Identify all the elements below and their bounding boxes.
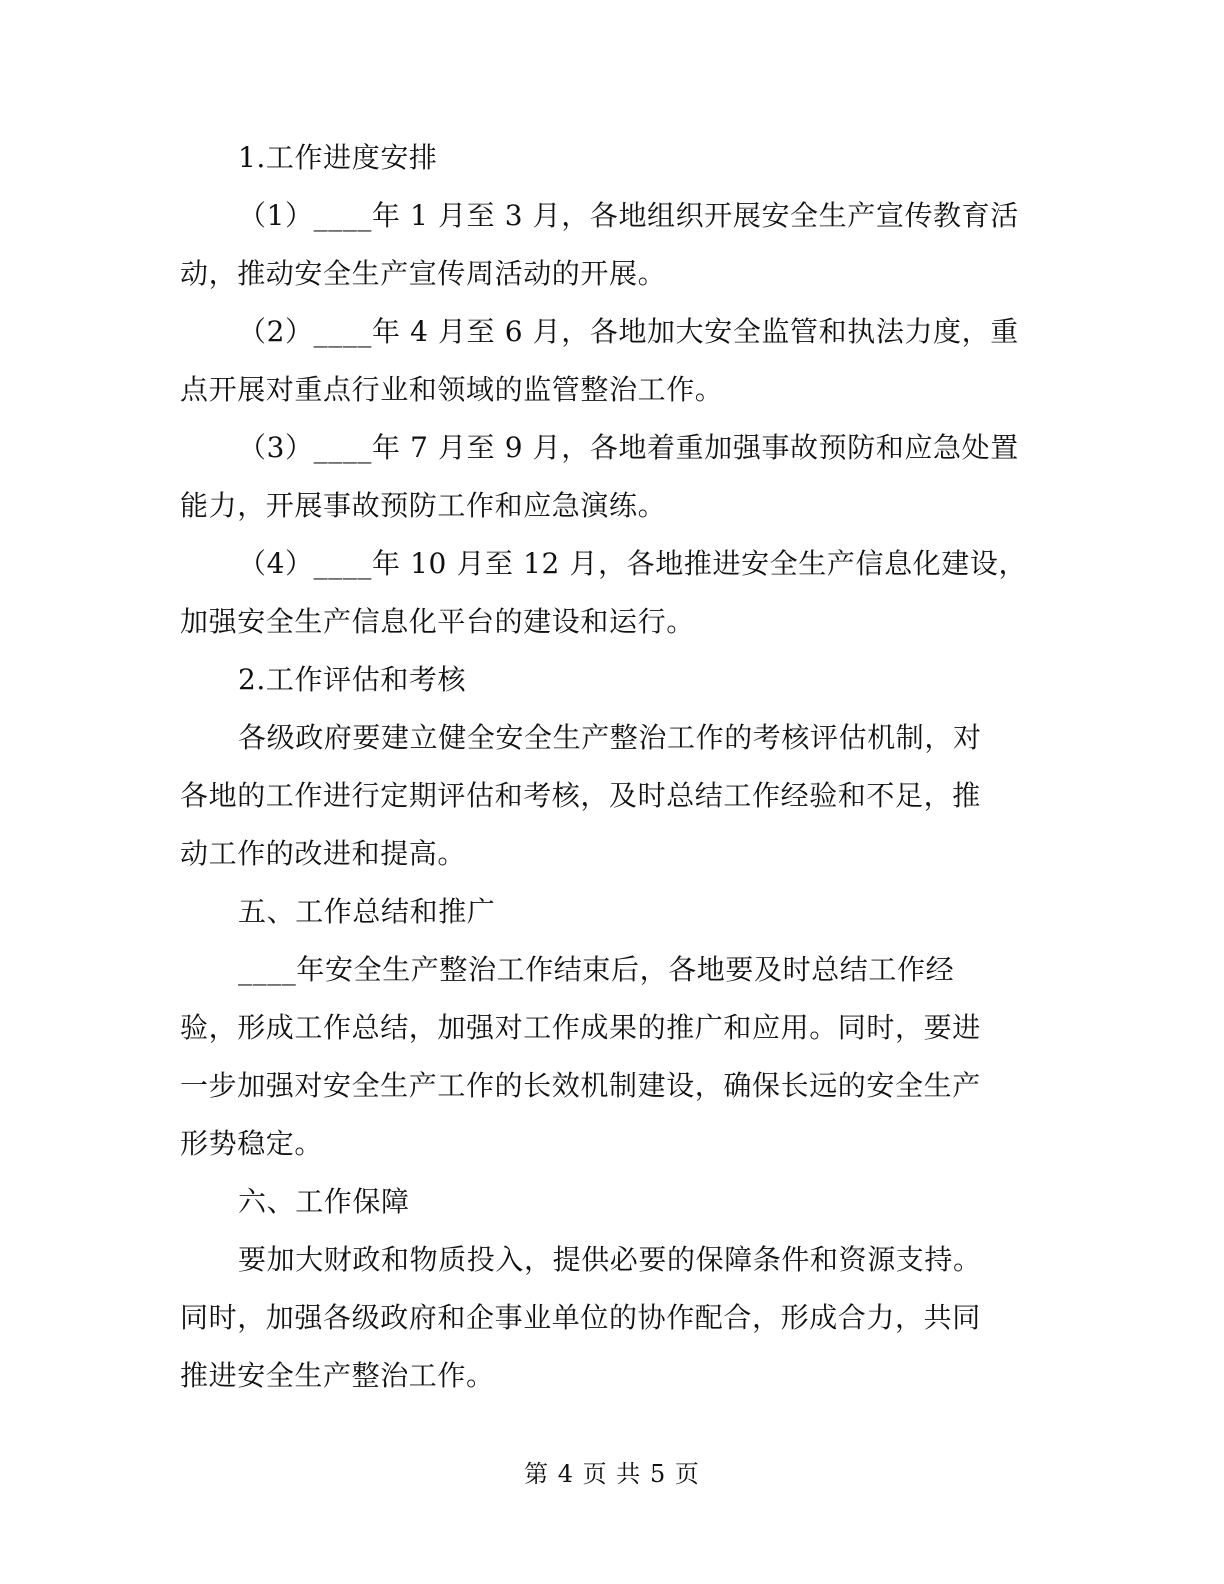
paragraph-line: 动工作的改进和提高。 [180,837,467,870]
page-footer: 第 4 页 共 5 页 [524,1460,700,1488]
paragraph-line: （3）____年 7 月至 9 月，各地着重加强事故预防和应急处置 [238,431,1019,464]
paragraph-line: 点开展对重点行业和领域的监管整治工作。 [180,373,724,406]
paragraph-line: 推进安全生产整治工作。 [180,1359,495,1392]
paragraph-line: 要加大财政和物质投入，提供必要的保障条件和资源支持。 [238,1243,982,1276]
paragraph-line: 能力，开展事故预防工作和应急演练。 [180,489,667,522]
paragraph-line: 各级政府要建立健全安全生产整治工作的考核评估机制，对 [238,721,982,754]
paragraph-line: 动，推动安全生产宣传周活动的开展。 [180,257,667,290]
paragraph-line: （1）____年 1 月至 3 月，各地组织开展安全生产宣传教育活 [238,199,1019,232]
paragraph-line: 各地的工作进行定期评估和考核，及时总结工作经验和不足，推 [180,779,981,812]
section-heading-schedule: 1.工作进度安排 [238,141,438,174]
section-heading-guarantee: 六、工作保障 [238,1185,410,1218]
paragraph-line: 同时，加强各级政府和企事业单位的协作配合，形成合力，共同 [180,1301,981,1334]
paragraph-line: （4）____年 10 月至 12 月，各地推进安全生产信息化建设， [238,547,1028,580]
paragraph-line: 验，形成工作总结，加强对工作成果的推广和应用。同时，要进 [180,1011,981,1044]
paragraph-line: 形势稳定。 [180,1127,324,1160]
section-heading-evaluation: 2.工作评估和考核 [238,663,467,696]
section-heading-summary: 五、工作总结和推广 [238,895,496,928]
paragraph-line: （2）____年 4 月至 6 月，各地加大安全监管和执法力度，重 [238,315,1019,348]
paragraph-line: 一步加强对安全生产工作的长效机制建设，确保长远的安全生产 [180,1069,981,1102]
paragraph-line: ____年安全生产整治工作结束后，各地要及时总结工作经 [238,953,955,986]
paragraph-line: 加强安全生产信息化平台的建设和运行。 [180,605,695,638]
